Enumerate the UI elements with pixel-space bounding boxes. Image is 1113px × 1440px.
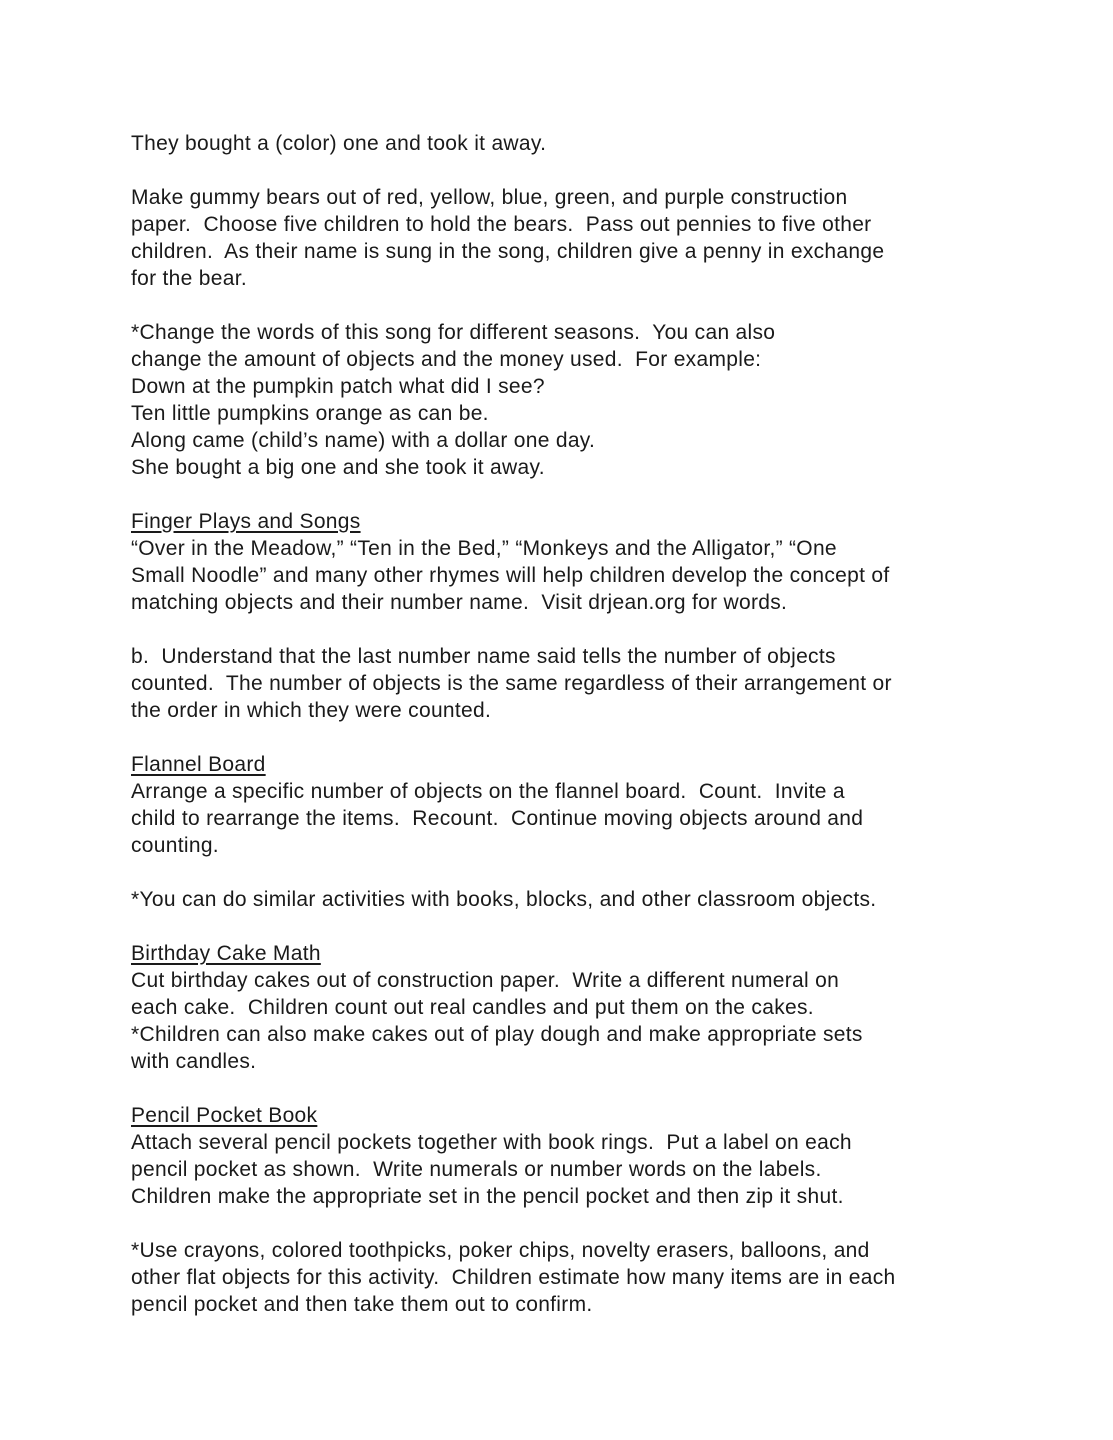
- text-line: each cake. Children count out real candles and put them on the cakes.: [131, 996, 814, 1019]
- text-line: other flat objects for this activity. Children estimate how many items are in each: [131, 1266, 896, 1289]
- text-line: Ten little pumpkins orange as can be.: [131, 402, 489, 425]
- text-line: “Over in the Meadow,” “Ten in the Bed,” “Monkeys and the Alligator,” “One: [131, 537, 837, 560]
- text-line: *Change the words of this song for different seasons. You can also: [131, 321, 776, 344]
- text-line: Attach several pencil pockets together with book rings. Put a label on each: [131, 1131, 852, 1154]
- section-heading: Flannel Board: [131, 753, 266, 776]
- paragraph-block: [131, 751, 993, 859]
- text-line: *Use crayons, colored toothpicks, poker chips, novelty erasers, balloons, and: [131, 1239, 870, 1262]
- paragraph-block: [131, 886, 993, 913]
- text-line: *Children can also make cakes out of play dough and make appropriate sets: [131, 1023, 863, 1046]
- text-line: Small Noodle” and many other rhymes will help children develop the concept of: [131, 564, 890, 587]
- document-body: [131, 130, 993, 1318]
- text-line: change the amount of objects and the money used. For example:: [131, 348, 762, 371]
- paragraph-block: [131, 508, 993, 616]
- paragraph-block: [131, 1102, 993, 1210]
- text-line: counting.: [131, 834, 219, 857]
- section-heading: Pencil Pocket Book: [131, 1104, 318, 1127]
- text-line: They bought a (color) one and took it away.: [131, 132, 547, 155]
- text-line: b. Understand that the last number name said tells the number of objects: [131, 645, 836, 668]
- paragraph-block: [131, 130, 993, 157]
- text-line: paper. Choose five children to hold the bears. Pass out pennies to five other: [131, 213, 872, 236]
- text-line: matching objects and their number name. Visit drjean.org for words.: [131, 591, 788, 614]
- text-line: Along came (child’s name) with a dollar one day.: [131, 429, 596, 452]
- section-heading: Birthday Cake Math: [131, 942, 321, 965]
- text-line: the order in which they were counted.: [131, 699, 492, 722]
- text-line: pencil pocket and then take them out to confirm.: [131, 1293, 593, 1316]
- text-line: with candles.: [131, 1050, 257, 1073]
- text-line: child to rearrange the items. Recount. Continue moving objects around and: [131, 807, 864, 830]
- text-line: children. As their name is sung in the song, children give a penny in exchange: [131, 240, 885, 263]
- text-line: Children make the appropriate set in the pencil pocket and then zip it shut.: [131, 1185, 844, 1208]
- text-line: Down at the pumpkin patch what did I see?: [131, 375, 545, 398]
- text-line: Arrange a specific number of objects on the flannel board. Count. Invite a: [131, 780, 845, 803]
- section-heading: Finger Plays and Songs: [131, 510, 361, 533]
- text-line: counted. The number of objects is the same regardless of their arrangement or: [131, 672, 892, 695]
- text-line: Cut birthday cakes out of construction paper. Write a different numeral on: [131, 969, 840, 992]
- paragraph-block: [131, 319, 993, 481]
- text-line: for the bear.: [131, 267, 247, 290]
- paragraph-block: [131, 643, 993, 724]
- paragraph-block: [131, 184, 993, 292]
- paragraph-block: [131, 940, 993, 1075]
- text-line: pencil pocket as shown. Write numerals or number words on the labels.: [131, 1158, 822, 1181]
- text-line: *You can do similar activities with books, blocks, and other classroom objects.: [131, 888, 877, 911]
- text-line: She bought a big one and she took it away.: [131, 456, 545, 479]
- text-line: Make gummy bears out of red, yellow, blue, green, and purple construction: [131, 186, 848, 209]
- paragraph-block: [131, 1237, 993, 1318]
